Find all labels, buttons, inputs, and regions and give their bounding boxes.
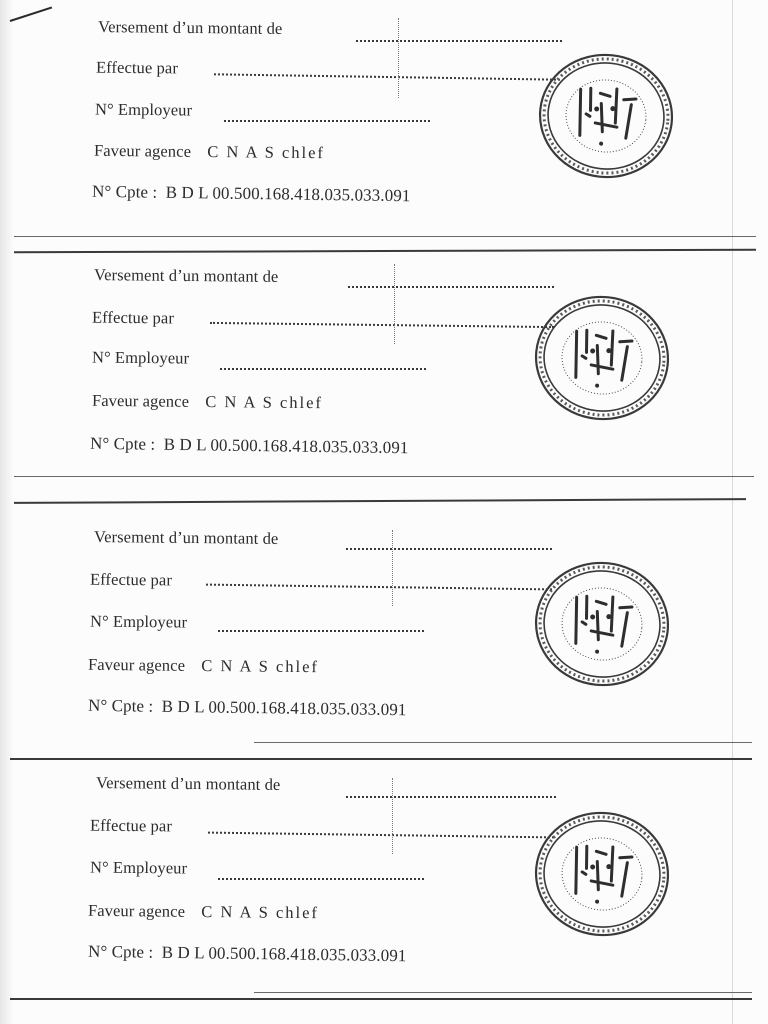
payment-slip-3 — [0, 518, 768, 764]
official-stamp — [528, 287, 677, 429]
amount-field[interactable] — [346, 548, 552, 550]
slip-divider-top — [14, 236, 756, 237]
slip-divider — [10, 758, 752, 760]
fold-guide — [394, 264, 395, 344]
agency-value: C N A S chlef — [207, 141, 326, 163]
employer-number-field[interactable] — [218, 630, 424, 632]
amount-field[interactable] — [356, 40, 562, 42]
amount-field[interactable] — [346, 796, 556, 798]
account-line — [88, 696, 407, 720]
amount-line — [94, 265, 279, 287]
account-value: B D L 00.500.168.418.035.033.091 — [163, 434, 409, 458]
agency-line — [92, 391, 323, 413]
amount-line — [98, 17, 283, 39]
agency-label: Faveur agence — [87, 900, 186, 921]
amount-field[interactable] — [348, 286, 554, 288]
paid-by-field[interactable] — [208, 832, 554, 839]
employer-label: N° Employeur — [89, 857, 188, 878]
paid-by-field[interactable] — [210, 322, 554, 328]
employer-line — [92, 347, 189, 368]
employer-line — [90, 857, 187, 878]
slip-divider — [10, 998, 752, 1000]
employer-line — [95, 99, 192, 120]
agency-line — [94, 141, 325, 163]
agency-line — [88, 655, 319, 677]
paid-by-label: Effectue par — [95, 57, 179, 78]
official-stamp — [528, 553, 677, 695]
paid-by-line — [96, 58, 178, 79]
amount-line — [96, 773, 281, 795]
account-line — [90, 434, 409, 458]
employer-label: N° Employeur — [91, 347, 190, 368]
slip-divider-top — [254, 742, 752, 743]
amount-label: Versement d’un montant de — [93, 265, 279, 286]
employer-label: N° Employeur — [89, 611, 188, 632]
official-stamp — [528, 803, 677, 945]
fold-guide — [392, 778, 393, 854]
account-line — [88, 942, 407, 966]
official-round-stamp-icon — [532, 45, 681, 187]
account-label: N° Cpte : — [87, 941, 154, 962]
paid-by-line — [90, 816, 172, 837]
account-label: N° Cpte : — [91, 181, 158, 202]
amount-label: Versement d’un montant de — [95, 773, 281, 794]
agency-label: Faveur agence — [91, 390, 190, 411]
employer-label: N° Employeur — [94, 99, 193, 120]
account-line — [92, 182, 411, 206]
employer-line — [90, 611, 187, 632]
agency-label: Faveur agence — [87, 654, 186, 675]
payment-slip-1 — [0, 0, 768, 246]
payment-slip-4 — [0, 764, 768, 1010]
official-round-stamp-icon — [528, 553, 677, 695]
paid-by-line — [92, 308, 174, 329]
employer-number-field[interactable] — [218, 878, 424, 880]
slip-divider — [14, 498, 746, 504]
amount-label: Versement d’un montant de — [97, 17, 283, 38]
account-label: N° Cpte : — [89, 433, 156, 454]
account-value: B D L 00.500.168.418.035.033.091 — [161, 696, 407, 720]
account-label: N° Cpte : — [87, 695, 154, 716]
paid-by-label: Effectue par — [91, 307, 175, 328]
employer-number-field[interactable] — [224, 120, 430, 122]
amount-line — [94, 527, 279, 549]
account-value: B D L 00.500.168.418.035.033.091 — [161, 942, 407, 966]
paid-by-line — [90, 570, 172, 591]
paid-by-field[interactable] — [214, 73, 560, 80]
official-round-stamp-icon — [528, 803, 677, 945]
account-value: B D L 00.500.168.418.035.033.091 — [165, 182, 411, 206]
fold-guide — [398, 18, 399, 98]
official-round-stamp-icon — [528, 287, 677, 429]
paid-by-label: Effectue par — [89, 815, 173, 836]
amount-label: Versement d’un montant de — [93, 527, 279, 548]
slip-divider — [14, 249, 756, 254]
agency-label: Faveur agence — [93, 140, 192, 161]
agency-value: C N A S chlef — [201, 655, 320, 677]
agency-line — [88, 901, 319, 923]
paid-by-label: Effectue par — [89, 569, 173, 590]
slip-divider-top — [254, 992, 752, 993]
fold-guide — [392, 530, 393, 606]
official-stamp — [532, 45, 681, 187]
paid-by-field[interactable] — [206, 584, 552, 591]
slip-divider-top — [14, 476, 754, 477]
payment-slip-2 — [0, 254, 768, 500]
agency-value: C N A S chlef — [201, 901, 320, 923]
employer-number-field[interactable] — [220, 368, 426, 370]
agency-value: C N A S chlef — [205, 391, 324, 413]
